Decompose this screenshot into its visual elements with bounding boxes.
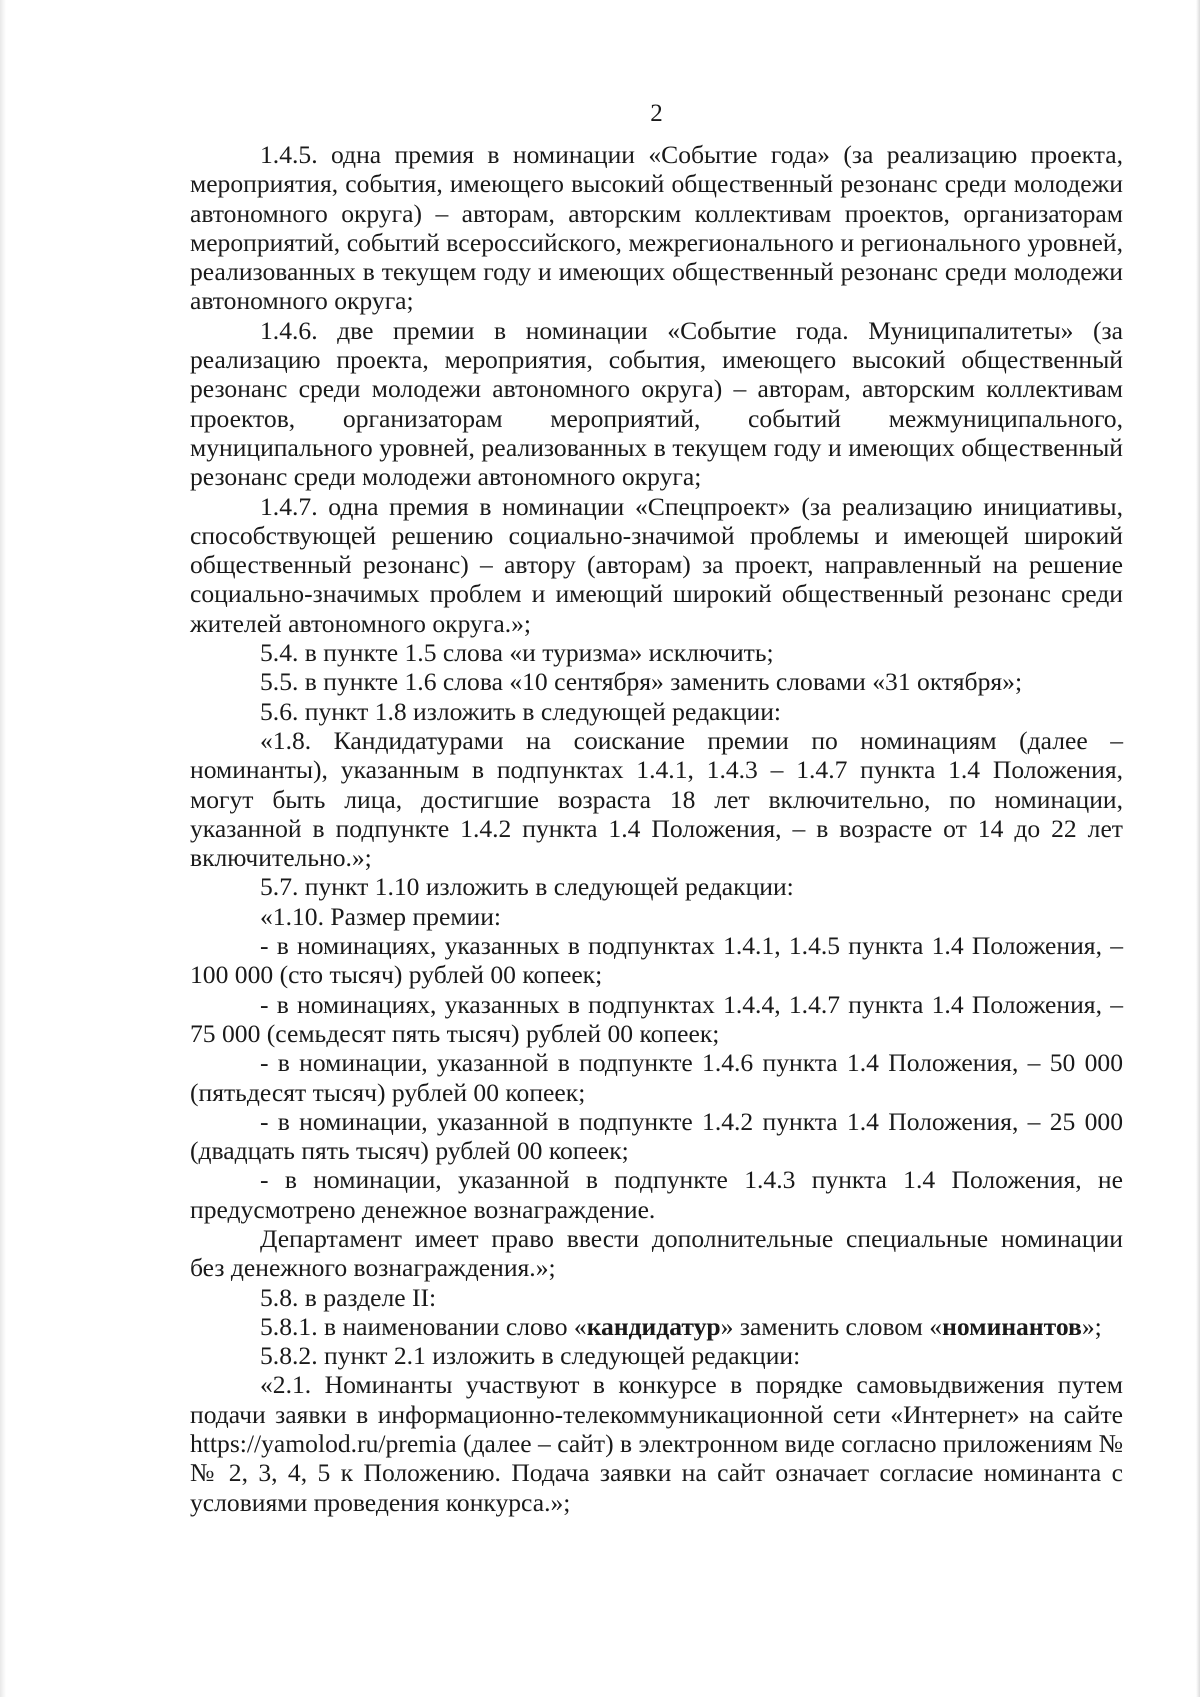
paragraph-5-6: 5.6. пункт 1.8 изложить в следующей редакции: bbox=[260, 696, 781, 726]
page-edge-right bbox=[1196, 0, 1200, 1697]
paragraph-5-4: 5.4. в пункте 1.5 слова «и туризма» исключить; bbox=[260, 638, 774, 668]
paragraph-5-8-1 bbox=[190, 1312, 1123, 1341]
paragraph-2-1: «2.1. Номинанты участвуют в конкурсе в порядке самовыдвижения путем подачи заявки в информационно-телекоммуникационной сети «Интернет» на сайте https://yamolod.ru/premia (далее – сайт) в электронном виде согласно приложениям №№ 2, 3, 4, 5 к Положению. Подача заявки на сайт означает согласие номинанта с условиями проведения конкурса.»; bbox=[190, 1370, 1123, 1517]
paragraph-5-8-1-after: »; bbox=[1081, 1311, 1102, 1341]
paragraph-5-8-2: 5.8.2. пункт 2.1 изложить в следующей редакции: bbox=[260, 1341, 801, 1371]
prize-item-1: - в номинациях, указанных в подпунктах 1.4.1, 1.4.5 пункта 1.4 Положения, – 100 000 (сто тысяч) рублей 00 копеек; bbox=[190, 931, 1123, 990]
paragraph-1-10: «1.10. Размер премии: bbox=[260, 901, 502, 931]
paragraph-5-8-1-before: 5.8.1. в наименовании слово « bbox=[260, 1311, 587, 1341]
prize-item-5: - в номинации, указанной в подпункте 1.4.3 пункта 1.4 Положения, не предусмотрено денежное вознаграждение. bbox=[190, 1165, 1123, 1224]
prize-item-3: - в номинации, указанной в подпункте 1.4.6 пункта 1.4 Положения, – 50 000 (пятьдесят тысяч) рублей 00 копеек; bbox=[190, 1048, 1123, 1107]
paragraph-1-4-7: 1.4.7. одна премия в номинации «Спецпроект» (за реализацию инициативы, способствующей решению социально-значимой проблемы и имеющей широкий общественный резонанс) – автору (авторам) за проект, направленный на решение социально-значимых проблем и имеющий широкий общественный резонанс среди жителей автономного округа.»; bbox=[190, 491, 1123, 638]
prize-item-4: - в номинации, указанной в подпункте 1.4.2 пункта 1.4 Положения, – 25 000 (двадцать пять тысяч) рублей 00 копеек; bbox=[190, 1106, 1123, 1166]
bold-word-kandidatur: кандидатур bbox=[586, 1311, 721, 1341]
paragraph-5-8: 5.8. в разделе II: bbox=[260, 1282, 437, 1312]
paragraph-5-8-1-middle: » заменить словом « bbox=[720, 1311, 943, 1341]
bold-word-nominantov: номинантов bbox=[942, 1311, 1082, 1341]
page-number: 2 bbox=[650, 100, 663, 127]
paragraph-1-4-6: 1.4.6. две премии в номинации «Событие года. Муниципалитеты» (за реализацию проекта, мероприятия, события, имеющего высокий общественный резонанс среди молодежи автономного округа) – авторам, авторским коллективам проектов, организаторам мероприятий, событий межмуниципального, муниципального уровней, реализованных в текущем году и имеющих общественный резонанс среди молодежи автономного округа; bbox=[190, 315, 1123, 492]
paragraph-5-5: 5.5. в пункте 1.6 слова «10 сентября» заменить словами «31 октября»; bbox=[260, 667, 1023, 697]
paragraph-1-4-5: 1.4.5. одна премия в номинации «Событие года» (за реализацию проекта, мероприятия, события, имеющего высокий общественный резонанс среди молодежи автономного округа) – авторам, авторским коллективам проектов, организаторам мероприятий, событий всероссийского, межрегионального и регионального уровней, реализованных в текущем году и имеющих общественный резонанс среди молодежи автономного округа; bbox=[190, 140, 1123, 316]
paragraph-department: Департамент имеет право ввести дополнительные специальные номинации без денежного вознаграждения.»; bbox=[190, 1223, 1123, 1283]
prize-item-2: - в номинациях, указанных в подпунктах 1.4.4, 1.4.7 пункта 1.4 Положения, – 75 000 (семьдесят пять тысяч) рублей 00 копеек; bbox=[190, 989, 1123, 1048]
paragraph-1-8: «1.8. Кандидатурами на соискание премии по номинациям (далее – номинанты), указанным в подпунктах 1.4.1, 1.4.3 – 1.4.7 пункта 1.4 Положения, могут быть лица, достигшие возраста 18 лет включительно, по номинации, указанной в подпункте 1.4.2 пункта 1.4 Положения, – в возрасте от 14 до 22 лет включительно.»; bbox=[190, 725, 1123, 873]
paragraph-5-7: 5.7. пункт 1.10 изложить в следующей редакции: bbox=[260, 872, 794, 902]
document-body bbox=[190, 140, 1123, 1517]
page-edge-left bbox=[0, 0, 6, 1697]
